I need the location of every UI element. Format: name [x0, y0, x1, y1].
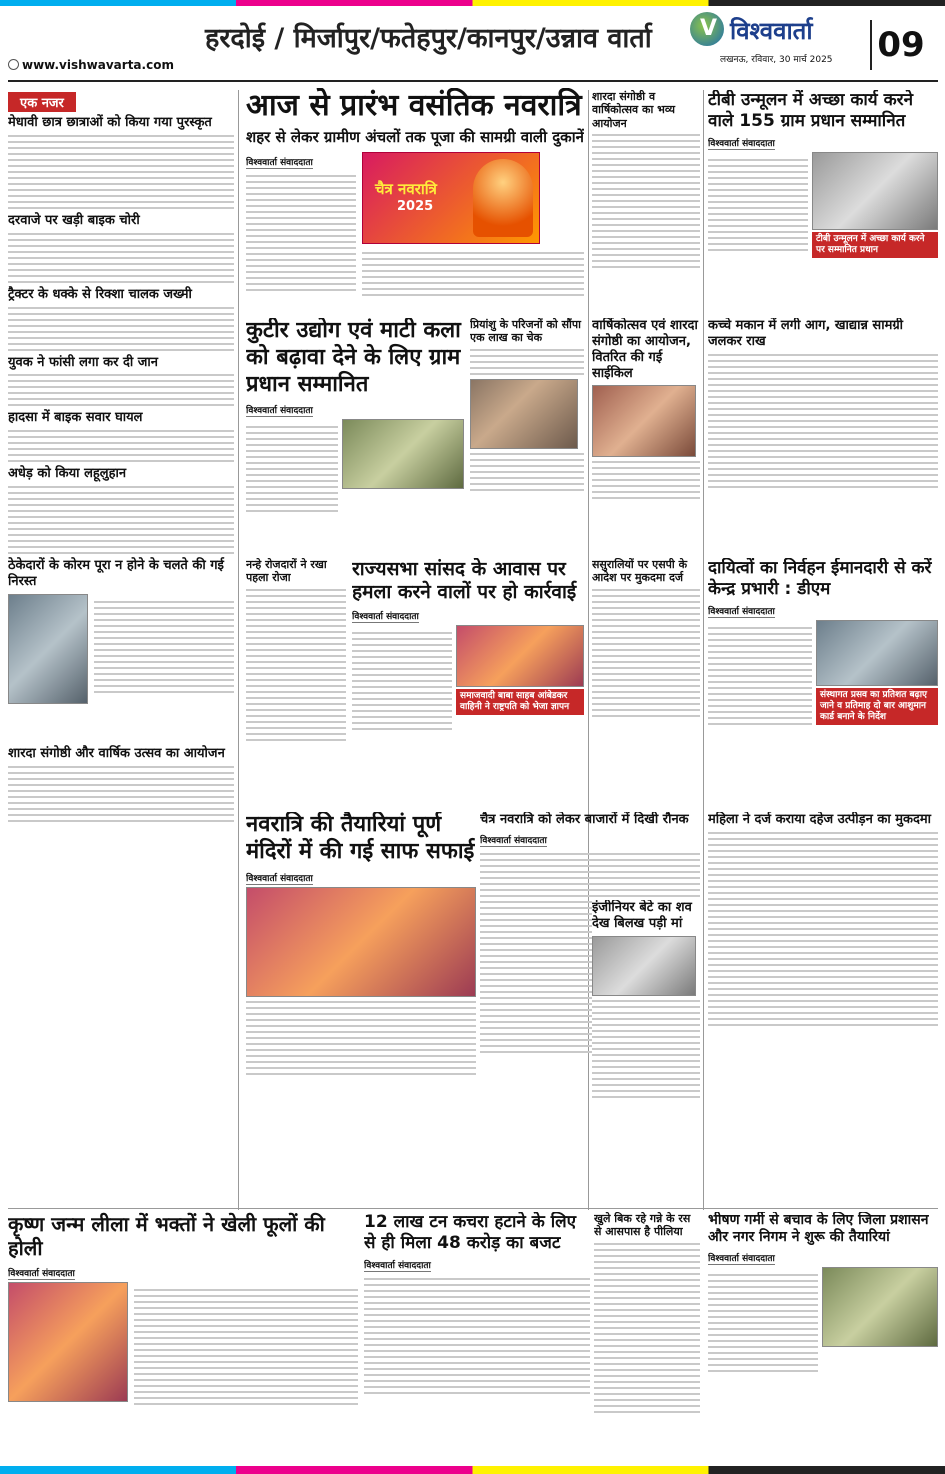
byline: विश्ववार्ता संवाददाता: [246, 155, 313, 169]
color-registration-strip: [0, 0, 945, 6]
headline-priyanshu: प्रियांशु के परिजनों को सौंपा एक लाख का चेक: [470, 318, 581, 345]
news-photo: [456, 625, 584, 687]
ek-nazar-label: एक नजर: [8, 92, 76, 112]
headline-faansi: युवक ने फांसी लगा कर दी जान: [8, 354, 158, 370]
website-url[interactable]: www.vishwavarta.com: [8, 58, 174, 72]
headline-roza: नन्हे रोजदारों ने रखा पहला रोजा: [246, 558, 327, 585]
news-photo: [8, 1282, 128, 1402]
goddess-icon: [473, 159, 533, 237]
news-photo: [822, 1267, 938, 1347]
headline-sharda-top: शारदा संगोष्ठी व वार्षिकोत्सव का भव्य आयोजन: [592, 90, 675, 130]
headline-thekedar: ठेकेदारों के कोरम पूरा न होने के चलते की गई निरस्त: [8, 558, 224, 590]
headline-rajyasabha: राज्यसभा सांसद के आवास पर हमला करने वालों पर हो कार्रवाई: [352, 558, 577, 604]
dayitva-caption: संस्थागत प्रसव का प्रतिशत बढ़ाए जाने व प्रतिमाह दो बार आशुमान कार्ड बनाने के निर्देश: [816, 688, 938, 724]
rajyasabha-caption: समाजवादी बाबा साहब आंबेडकर वाहिनी ने राष्ट्रपति को भेजा ज्ञापन: [456, 689, 584, 715]
headline-bike-chori: दरवाजे पर खड़ी बाइक चोरी: [8, 212, 140, 228]
news-photo: [8, 594, 88, 704]
headline-navratri-prep: नवरात्रि की तैयारियां पूर्ण मंदिरों में की गई साफ सफाई: [246, 812, 475, 864]
headline-sasural: ससुरालियों पर एसपी के आदेश पर मुकदमा दर्ज: [592, 558, 688, 585]
headline-khule: खुले बिक रहे गन्ने के रस से आसपास है पीलिया: [594, 1212, 691, 1239]
news-photo: [816, 620, 938, 686]
masthead: हरदोई / मिर्जापुर/फतेहपुर/कानपुर/उन्नाव वार्ता www.vishwavarta.com V विश्ववार्ता लखनऊ, रविवार, 30 मार्च 2025 09: [0, 0, 945, 78]
headline-varshik: वार्षिकोत्सव एवं शारदा संगोष्ठी का आयोजन, वितरित की गई साईकिल: [592, 318, 698, 381]
headline-tb: टीबी उन्मूलन में अच्छा कार्य करने वाले 155 ग्राम प्रधान सम्मानित: [708, 90, 914, 131]
navratri-headline: आज से प्रारंभ वसंतिक नवरात्रि: [246, 88, 582, 123]
headline-kachhe: कच्चे मकान में लगी आग, खाद्यान्न सामग्री जलकर राख: [708, 318, 904, 349]
section-title: हरदोई / मिर्जापुर/फतेहपुर/कानपुर/उन्नाव वार्ता: [205, 23, 652, 54]
headline-chaitra: चैत्र नवरात्रि को लेकर बाजारों में दिखी रौनक: [480, 812, 689, 827]
headline-kutir: कुटीर उद्योग एवं माटी कला को बढ़ावा देने के लिए ग्राम प्रधान सम्मानित: [246, 318, 461, 397]
news-photo: [470, 379, 578, 449]
headline-tractor: ट्रैक्टर के धक्के से रिक्शा चालक जख्मी: [8, 286, 192, 302]
headline-sharda-left: शारदा संगोष्ठी और वार्षिक उत्सव का आयोजन: [8, 745, 225, 761]
dateline: लखनऊ, रविवार, 30 मार्च 2025: [720, 55, 833, 65]
headline-garmi: भीषण गर्मी से बचाव के लिए जिला प्रशासन और नगर निगम ने शुरू की तैयारियां: [708, 1212, 929, 1246]
left-column: [8, 92, 234, 1208]
news-photo: [592, 385, 696, 457]
column-divider: [703, 90, 704, 1210]
column-divider: [238, 90, 239, 1210]
page-number: 09: [870, 20, 930, 70]
headline-kachra: 12 लाख टन कचरा हटाने के लिए से ही मिला 48 करोड़ का बजट: [364, 1212, 577, 1253]
news-photo: [342, 419, 464, 489]
navratri-headline-block: [246, 88, 584, 148]
headline-krishna: कृष्ण जन्म लीला में भक्तों ने खेली फूलों की होली: [8, 1212, 325, 1261]
headline-engineer: इंजीनियर बेटे का शव देख बिलख पड़ी मां: [592, 900, 692, 931]
news-photo: [246, 887, 476, 997]
brand-name: विश्ववार्ता: [730, 17, 813, 45]
headline-medhavi: मेधावी छात्र छात्राओं को किया गया पुरस्कृत: [8, 115, 212, 130]
tb-caption: टीबी उन्मूलन में अच्छा कार्य करने पर सम्मानित प्रधान: [812, 232, 938, 258]
navratri-subhead: शहर से लेकर ग्रामीण अंचलों तक पूजा की सामग्री वाली दुकानें: [246, 127, 584, 146]
globe-icon: [8, 59, 19, 70]
news-photo: [592, 936, 696, 996]
headline-dayitva: दायित्वों का निर्वहन ईमानदारी से करें केन्द्र प्रभारी : डीएम: [708, 558, 932, 599]
headline-mahila: महिला ने दर्ज कराया दहेज उत्पीड़न का मुकदमा: [708, 812, 932, 827]
navratri-graphic: चैत्र नवरात्रि 2025: [362, 152, 540, 244]
color-registration-strip: [0, 1466, 945, 1474]
headline-hadsa: हादसा में बाइक सवार घायल: [8, 410, 143, 426]
headline-adhed: अधेड़ को किया लहूलुहान: [8, 466, 127, 482]
news-photo: [812, 152, 938, 230]
header-rule: [8, 80, 938, 82]
